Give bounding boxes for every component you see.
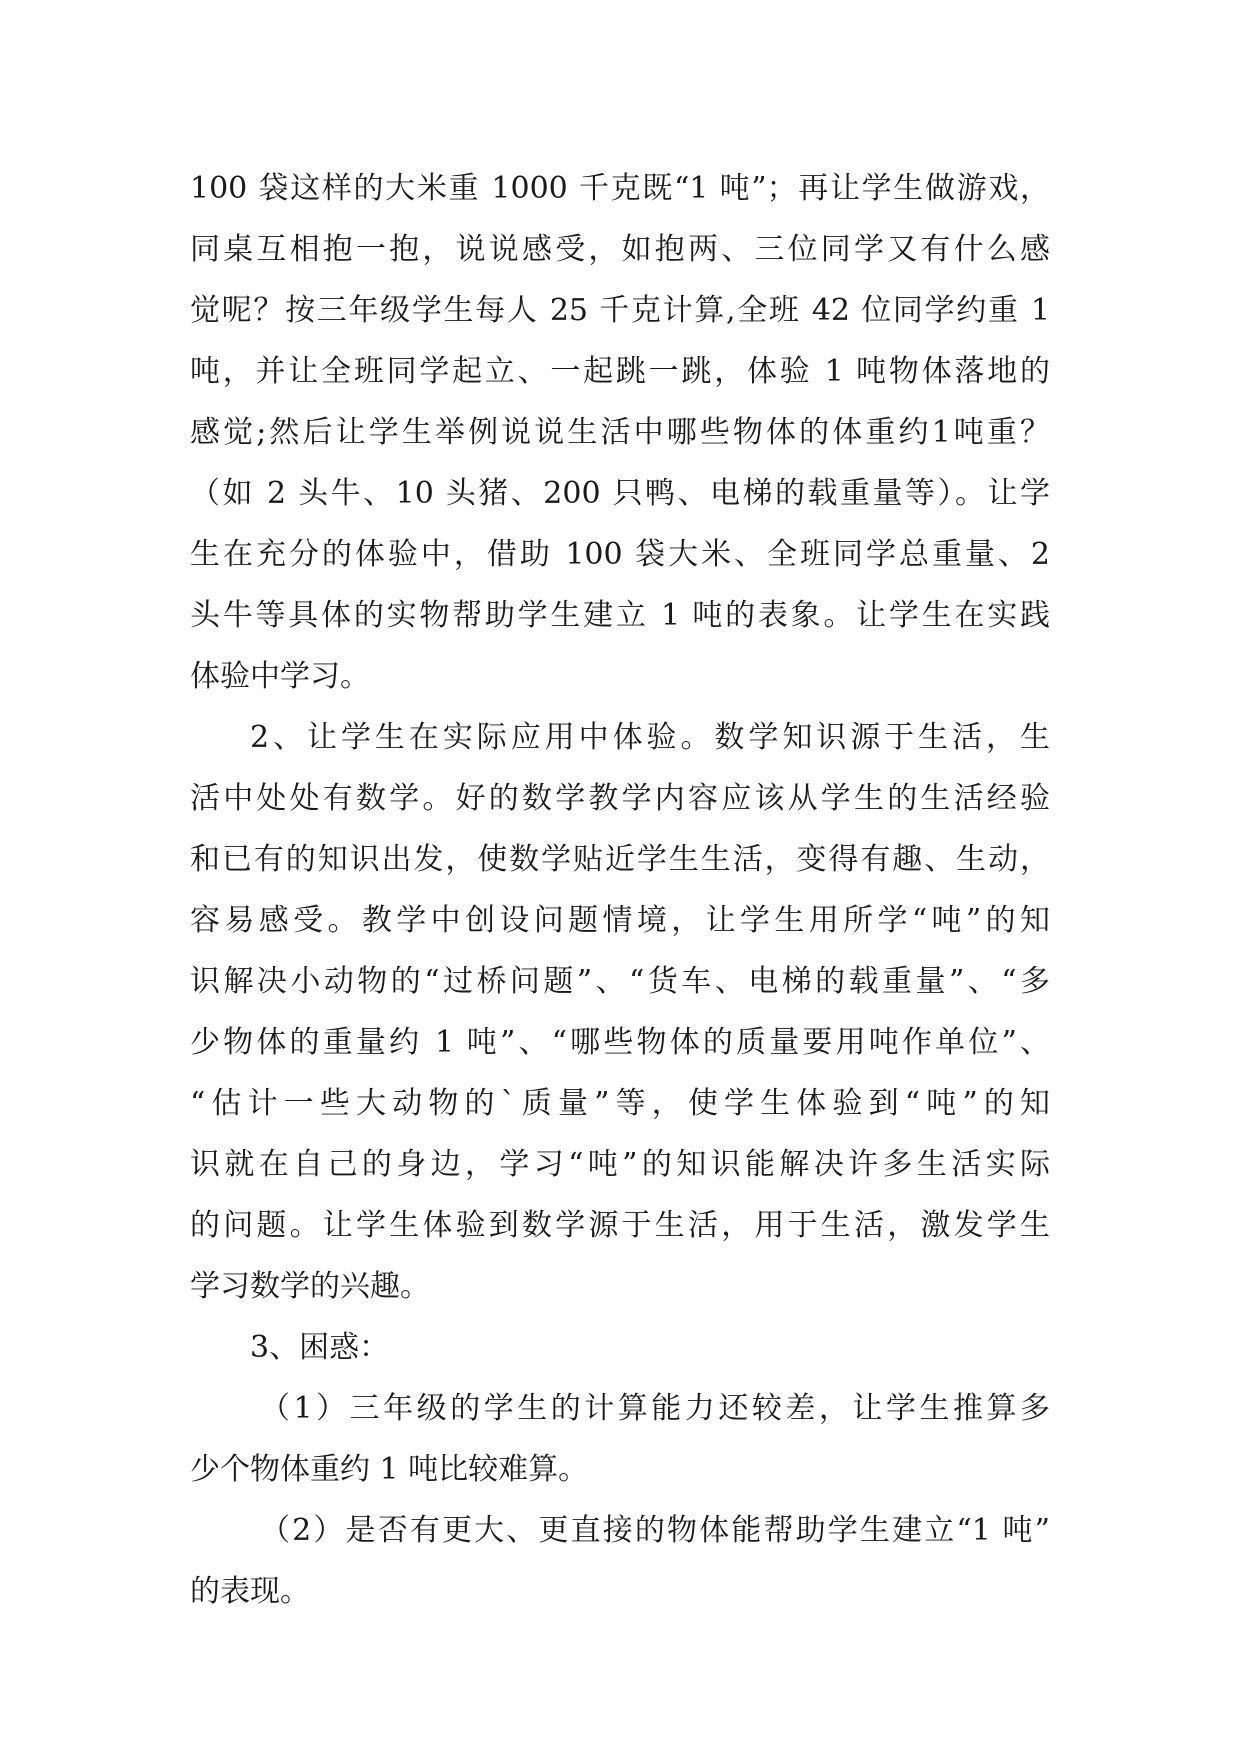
text-line: 的问题。让学生体验到数学源于生活，用于生活，激发学生	[190, 1208, 1050, 1243]
text-line: 觉呢？按三年级学生每人 25 千克计算,全班 42 位同学约重 1	[190, 293, 1050, 328]
text-line: 感觉;然后让学生举例说说生活中哪些物体的体重约1吨重？	[190, 415, 1050, 450]
paragraph-3-heading: 3、困惑：	[250, 1330, 390, 1365]
text-line: 的表现。	[190, 1574, 310, 1609]
text-line: 容易感受。教学中创设问题情境，让学生用所学“吨”的知	[190, 903, 1050, 938]
text-line: （如 2 头牛、10 头猪、200 只鸭、电梯的载重量等）。让学	[190, 476, 1050, 511]
text-line: 活中处处有数学。好的数学教学内容应该从学生的生活经验	[190, 781, 1050, 816]
text-line: 同桌互相抱一抱，说说感受，如抱两、三位同学又有什么感	[190, 232, 1050, 267]
text-line: 吨，并让全班同学起立、一起跳一跳，体验 1 吨物体落地的	[190, 354, 1050, 389]
text-line: “估计一些大动物的`质量”等，使学生体验到“吨”的知	[190, 1086, 1050, 1121]
item-2-start: （2）是否有更大、更直接的物体能帮助学生建立“1 吨”	[260, 1513, 1050, 1548]
text-line: 体验中学习。	[190, 659, 370, 694]
text-line: 识就在自己的身边，学习“吨”的知识能解决许多生活实际	[190, 1147, 1050, 1182]
text-line: 识解决小动物的“过桥问题”、“货车、电梯的载重量”、“多	[190, 964, 1050, 999]
text-line: 和已有的知识出发，使数学贴近学生生活，变得有趣、生动，	[190, 842, 1050, 877]
text-line: 生在充分的体验中，借助 100 袋大米、全班同学总重量、2	[190, 537, 1050, 572]
text-line: 学习数学的兴趣。	[190, 1269, 430, 1304]
item-1-start: （1）三年级的学生的计算能力还较差，让学生推算多	[260, 1391, 1050, 1426]
text-line: 100 袋这样的大米重 1000 千克既“1 吨”；再让学生做游戏，	[190, 171, 1050, 206]
body-text	[190, 158, 1050, 1622]
text-line: 少物体的重量约 1 吨”、“哪些物体的质量要用吨作单位”、	[190, 1025, 1050, 1060]
paragraph-2-start: 2、让学生在实际应用中体验。数学知识源于生活，生	[250, 720, 1050, 755]
text-line: 头牛等具体的实物帮助学生建立 1 吨的表象。让学生在实践	[190, 598, 1050, 633]
text-line: 少个物体重约 1 吨比较难算。	[190, 1452, 589, 1487]
